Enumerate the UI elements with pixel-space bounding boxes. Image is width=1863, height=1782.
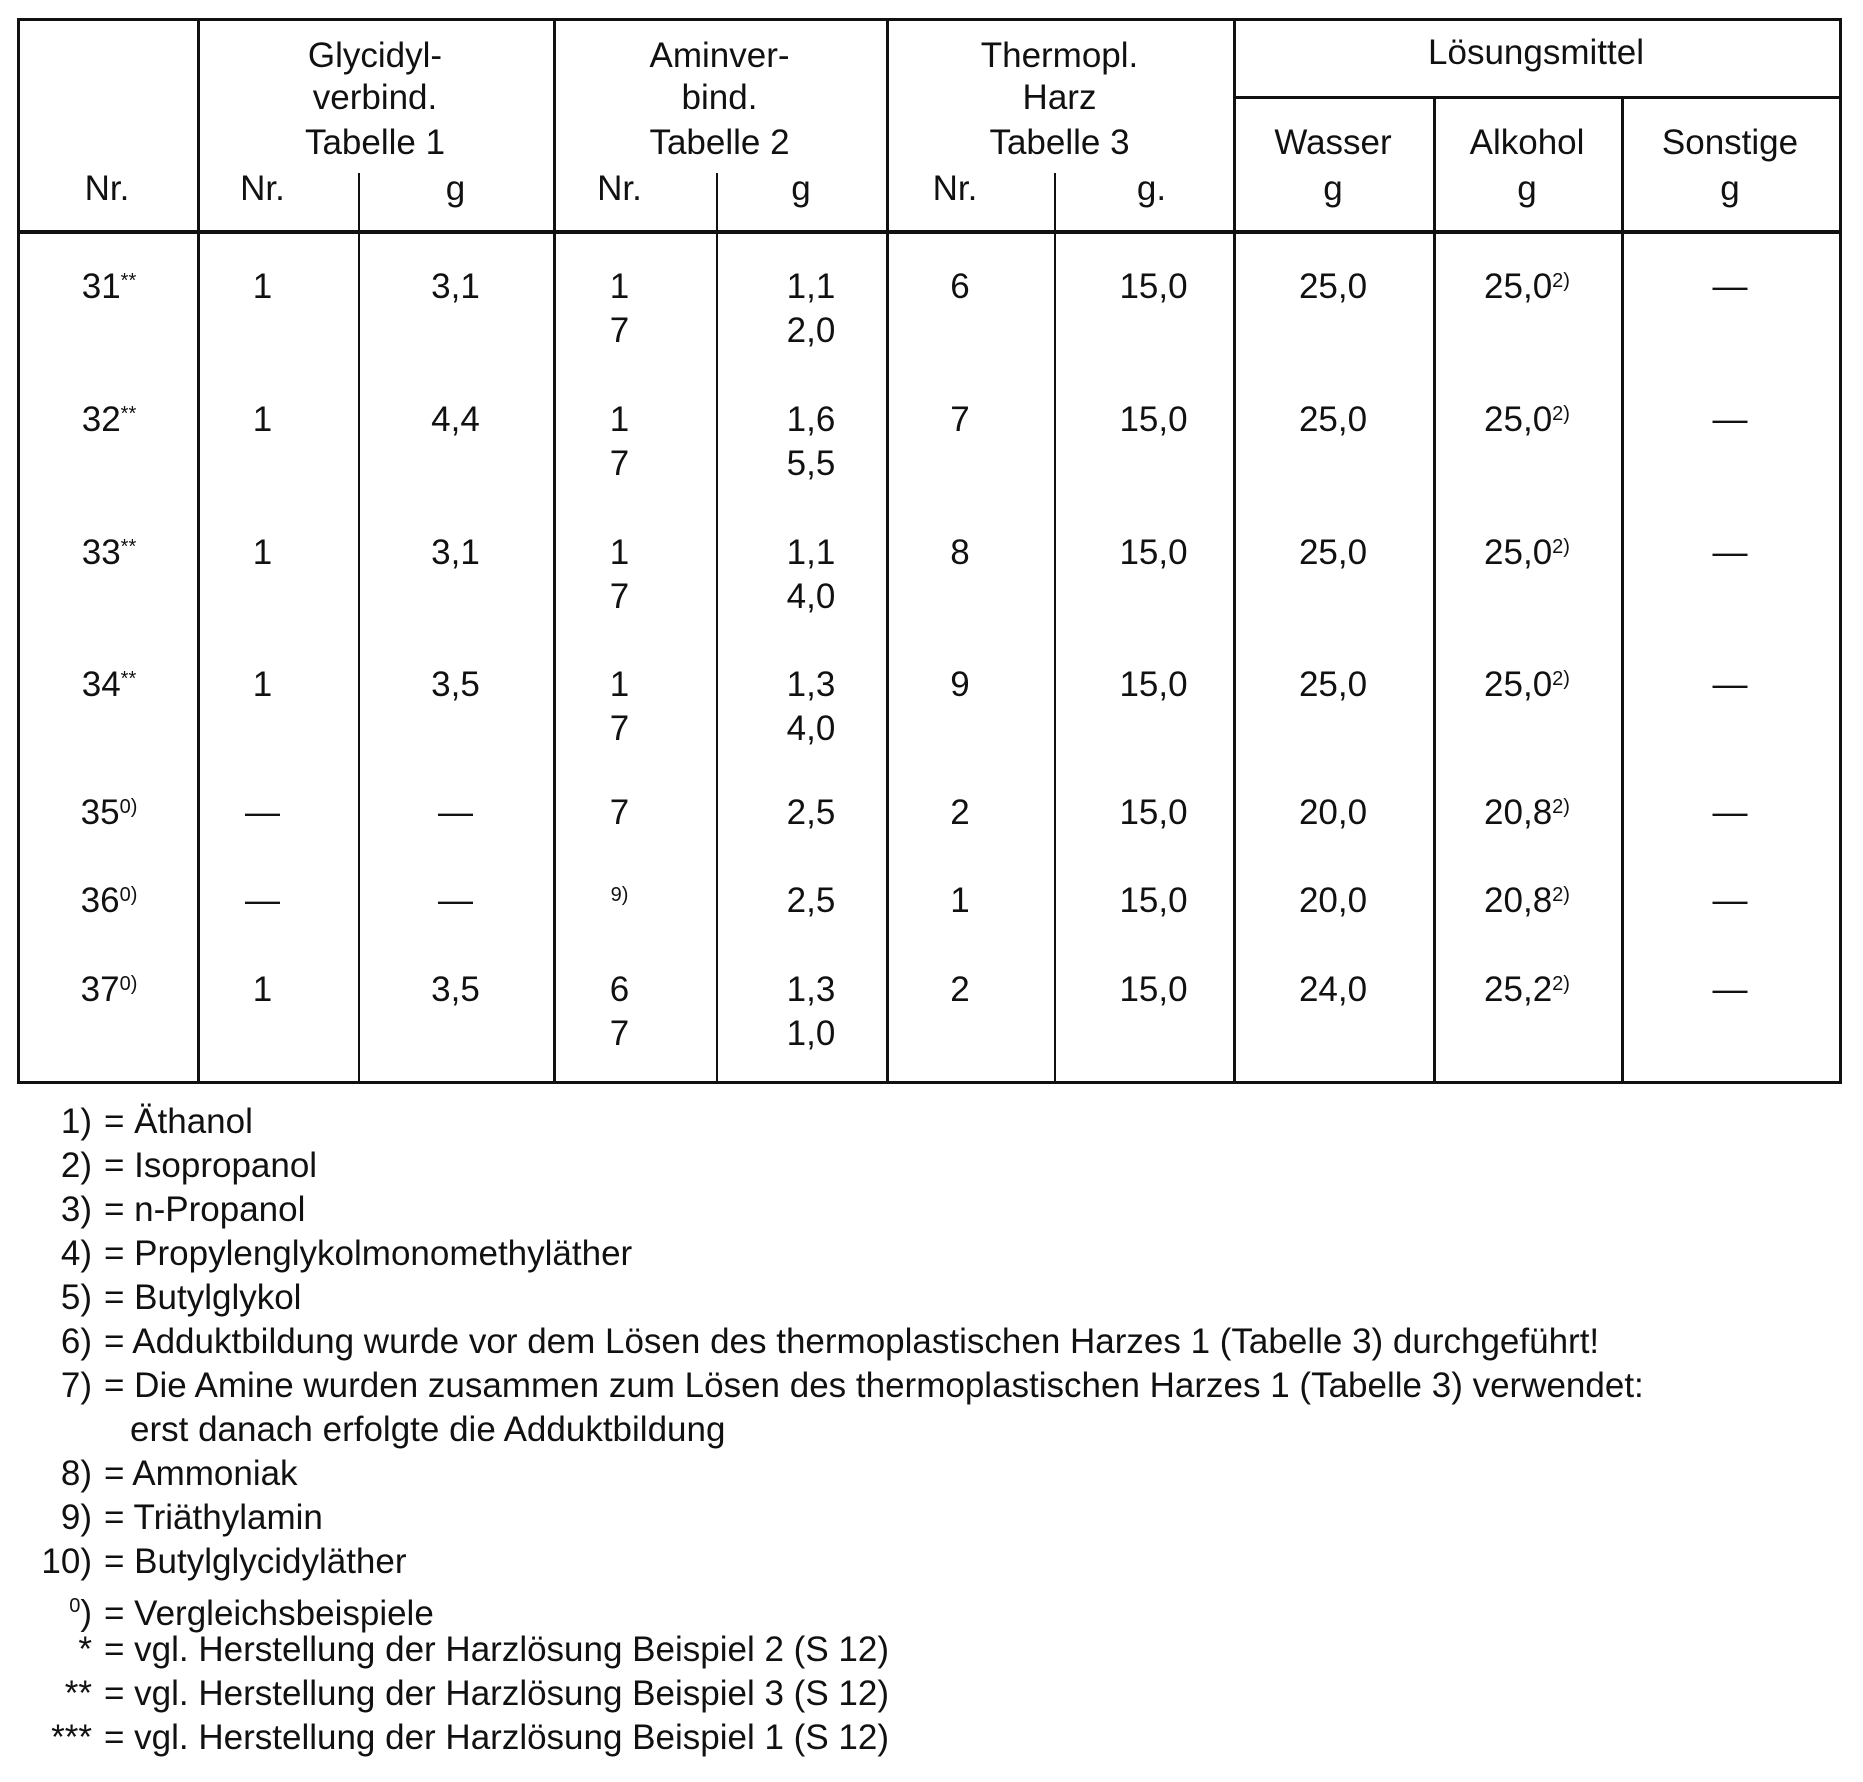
footnote-text: = Vergleichsbeispiele (104, 1594, 434, 1633)
footnote-text: = Ammoniak (104, 1454, 298, 1493)
thermo-nr: 9 (950, 665, 969, 705)
footnote-key: *** (0, 1718, 92, 1758)
footnote-key: 0) (0, 1586, 92, 1634)
row-nr: 350) (81, 793, 138, 833)
wasser-g: 25,0 (1299, 400, 1367, 440)
table-rule (1054, 173, 1056, 1081)
sonstige-g: — (1713, 665, 1748, 705)
wasser-g: 25,0 (1299, 533, 1367, 573)
wasser-g: 24,0 (1299, 970, 1367, 1010)
amin-g: 1,0 (787, 1014, 836, 1054)
glycidyl-nr: — (245, 793, 280, 833)
thermo-nr: 1 (950, 881, 969, 921)
row-nr: 360) (81, 881, 138, 921)
glycidyl-g: — (438, 881, 473, 921)
header-amin: bind. (682, 78, 758, 118)
thermo-nr: 7 (950, 400, 969, 440)
amin-g: 4,0 (787, 709, 836, 749)
table-rule (17, 18, 20, 1081)
amin-g: 4,0 (787, 577, 836, 617)
table-rule (358, 173, 360, 1081)
glycidyl-nr: 1 (253, 267, 272, 307)
amin-nr: 7 (610, 1014, 629, 1054)
sonstige-g: — (1713, 267, 1748, 307)
thermo-g: 15,0 (1119, 970, 1187, 1010)
glycidyl-nr: 1 (253, 970, 272, 1010)
alkohol-g: 25,22) (1484, 970, 1570, 1010)
thermo-g: 15,0 (1119, 400, 1187, 440)
table-rule (1433, 96, 1436, 1081)
footnote-key: ** (0, 1674, 92, 1714)
header-glycidyl: verbind. (313, 78, 438, 118)
thermo-g: 15,0 (1119, 793, 1187, 833)
glycidyl-nr: 1 (253, 665, 272, 705)
sonstige-g: — (1713, 400, 1748, 440)
header-gly-nr: Nr. (240, 169, 285, 209)
footnote-text: = vgl. Herstellung der Harzlösung Beispiel 2 (S 12) (104, 1630, 889, 1669)
header-amin-nr: Nr. (597, 169, 642, 209)
table-rule (17, 18, 1842, 21)
header-sonstige-unit: g (1720, 169, 1739, 209)
footnote-key: 4) (0, 1234, 92, 1274)
footnote (0, 1102, 253, 1142)
footnote-text: = vgl. Herstellung der Harzlösung Beispiel 3 (S 12) (104, 1674, 889, 1713)
header-wasser: Wasser (1274, 123, 1391, 163)
footnote (0, 1146, 317, 1186)
amin-nr: 6 (610, 970, 629, 1010)
row-nr: 31** (82, 267, 137, 307)
thermo-nr: 8 (950, 533, 969, 573)
thermo-nr: 2 (950, 793, 969, 833)
footnote (0, 1366, 1644, 1406)
footnote (0, 1498, 323, 1538)
alkohol-g: 25,02) (1484, 267, 1570, 307)
footnote-key: 2) (0, 1146, 92, 1186)
sonstige-g: — (1713, 533, 1748, 573)
table-rule (716, 173, 718, 1081)
footnote-key: 6) (0, 1322, 92, 1362)
row-nr: 34** (82, 665, 137, 705)
header-amin: Tabelle 2 (649, 123, 789, 163)
table-rule (17, 1081, 1842, 1084)
footnote (0, 1410, 725, 1450)
footnote-text: erst danach erfolgte die Adduktbildung (130, 1410, 725, 1449)
footnote (0, 1542, 407, 1582)
header-glycidyl: Glycidyl- (308, 36, 442, 76)
footnote-text: = vgl. Herstellung der Harzlösung Beispiel 1 (S 12) (104, 1718, 889, 1757)
amin-nr: 1 (610, 400, 629, 440)
amin-nr: 9) (611, 881, 629, 921)
wasser-g: 25,0 (1299, 267, 1367, 307)
footnote-text: = Propylenglykolmonomethyläther (104, 1234, 632, 1273)
amin-g: 1,1 (787, 267, 836, 307)
sonstige-g: — (1713, 970, 1748, 1010)
footnote (0, 1278, 301, 1318)
amin-g: 1,3 (787, 665, 836, 705)
footnote (0, 1454, 298, 1494)
header-thermo-nr: Nr. (933, 169, 978, 209)
amin-nr: 1 (610, 267, 629, 307)
glycidyl-g: 3,5 (431, 665, 480, 705)
wasser-g: 25,0 (1299, 665, 1367, 705)
row-nr: 33** (82, 533, 137, 573)
amin-nr: 7 (610, 577, 629, 617)
thermo-g: 15,0 (1119, 533, 1187, 573)
amin-g: 2,0 (787, 311, 836, 351)
amin-nr: 7 (610, 311, 629, 351)
sonstige-g: — (1713, 793, 1748, 833)
header-thermo-g: g. (1137, 169, 1166, 209)
footnote-key: 5) (0, 1278, 92, 1318)
thermo-g: 15,0 (1119, 665, 1187, 705)
thermo-g: 15,0 (1119, 267, 1187, 307)
sonstige-g: — (1713, 881, 1748, 921)
header-amin: Aminver- (649, 36, 789, 76)
header-alkohol-unit: g (1517, 169, 1536, 209)
header-thermo: Thermopl. (981, 36, 1139, 76)
footnote (0, 1674, 889, 1714)
row-nr: 370) (81, 970, 138, 1010)
header-wasser-unit: g (1323, 169, 1342, 209)
glycidyl-g: 3,1 (431, 533, 480, 573)
loesungsmittel-rule (1233, 96, 1839, 99)
table-rule (1233, 18, 1236, 1081)
alkohol-g: 20,82) (1484, 793, 1570, 833)
footnote-key: 8) (0, 1454, 92, 1494)
thermo-g: 15,0 (1119, 881, 1187, 921)
amin-nr: 1 (610, 533, 629, 573)
footnote (0, 1190, 305, 1230)
glycidyl-g: 4,4 (431, 400, 480, 440)
header-thermo: Harz (1023, 78, 1097, 118)
amin-nr: 7 (610, 444, 629, 484)
footnote (0, 1718, 889, 1758)
glycidyl-g: 3,1 (431, 267, 480, 307)
wasser-g: 20,0 (1299, 793, 1367, 833)
alkohol-g: 25,02) (1484, 533, 1570, 573)
footnote-key: 7) (0, 1366, 92, 1406)
footnote-text: = Isopropanol (104, 1146, 317, 1185)
header-alkohol: Alkohol (1470, 123, 1585, 163)
amin-nr: 7 (610, 709, 629, 749)
glycidyl-nr: 1 (253, 533, 272, 573)
amin-g: 2,5 (787, 881, 836, 921)
amin-g: 2,5 (787, 793, 836, 833)
footnote (0, 1234, 632, 1274)
header-glycidyl: Tabelle 1 (305, 123, 445, 163)
amin-nr: 7 (610, 793, 629, 833)
table-rule (553, 18, 556, 1081)
thermo-nr: 6 (950, 267, 969, 307)
amin-g: 1,6 (787, 400, 836, 440)
amin-g: 5,5 (787, 444, 836, 484)
amin-g: 1,3 (787, 970, 836, 1010)
footnote-text: = Butylglykol (104, 1278, 301, 1317)
thermo-nr: 2 (950, 970, 969, 1010)
glycidyl-g: — (438, 793, 473, 833)
header-nr: Nr. (85, 169, 130, 209)
alkohol-g: 20,82) (1484, 881, 1570, 921)
footnote-text: = Adduktbildung wurde vor dem Lösen des thermoplastischen Harzes 1 (Tabelle 3) durchgeführt! (104, 1322, 1599, 1361)
table-rule (197, 18, 200, 1081)
glycidyl-nr: 1 (253, 400, 272, 440)
table-rule (886, 18, 889, 1081)
footnote-text: = Butylglycidyläther (104, 1542, 407, 1581)
footnote (0, 1630, 889, 1670)
footnote-key: 1) (0, 1102, 92, 1142)
footnote (0, 1586, 434, 1634)
amin-nr: 1 (610, 665, 629, 705)
footnote (0, 1322, 1599, 1362)
footnote-text: = Die Amine wurden zusammen zum Lösen des thermoplastischen Harzes 1 (Tabelle 3) verwendet: (104, 1366, 1644, 1405)
footnote-key: 10) (0, 1542, 92, 1582)
alkohol-g: 25,02) (1484, 665, 1570, 705)
footnote-key: * (0, 1630, 92, 1670)
footnote-key: 9) (0, 1498, 92, 1538)
footnote-text: = n-Propanol (104, 1190, 305, 1229)
amin-g: 1,1 (787, 533, 836, 573)
table-rule (1839, 18, 1842, 1081)
glycidyl-g: 3,5 (431, 970, 480, 1010)
header-loesungsmittel: Lösungsmittel (1428, 33, 1644, 73)
wasser-g: 20,0 (1299, 881, 1367, 921)
glycidyl-nr: — (245, 881, 280, 921)
table-rule (17, 230, 1842, 234)
header-amin-g: g (791, 169, 810, 209)
header-sonstige: Sonstige (1662, 123, 1798, 163)
header-gly-g: g (446, 169, 465, 209)
footnote-key: 3) (0, 1190, 92, 1230)
table-rule (1621, 96, 1624, 1081)
row-nr: 32** (82, 400, 137, 440)
alkohol-g: 25,02) (1484, 400, 1570, 440)
footnote-text: = Äthanol (104, 1102, 253, 1141)
header-thermo: Tabelle 3 (989, 123, 1129, 163)
footnote-text: = Triäthylamin (104, 1498, 323, 1537)
